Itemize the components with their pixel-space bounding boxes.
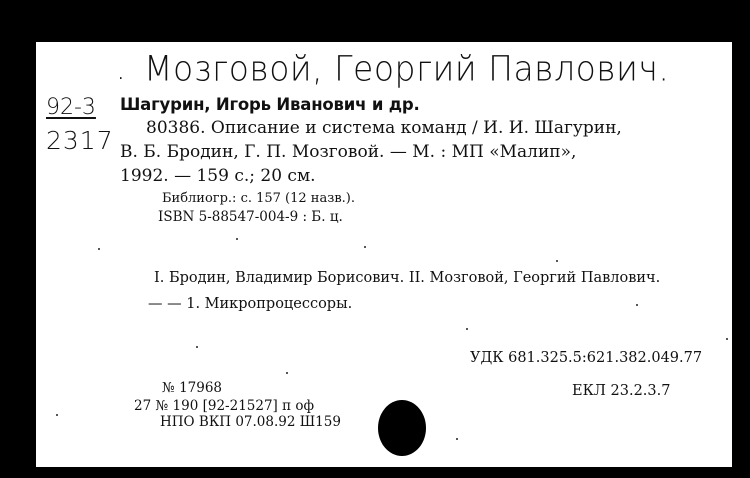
- speck: [556, 260, 558, 262]
- ekl-code: ЕКЛ 23.2.3.7: [572, 383, 671, 399]
- ink-dot: .: [116, 52, 126, 87]
- speck: [726, 338, 728, 340]
- speck: [196, 346, 198, 348]
- punch-hole: [378, 400, 426, 456]
- isbn-line: ISBN 5-88547-004-9 : Б. ц.: [158, 209, 343, 225]
- catalog-card: [36, 42, 732, 467]
- speck: [466, 328, 468, 330]
- speck: [56, 414, 58, 416]
- bibliography-note: Библиогр.: с. 157 (12 назв.).: [162, 191, 355, 206]
- tracing-line-2: — — 1. Микропроцессоры.: [148, 296, 353, 312]
- speck: [636, 304, 638, 306]
- speck: [456, 438, 458, 440]
- printer-line: НПО ВКП 07.08.92 Ш159: [160, 414, 341, 430]
- call-number-bottom: 2317: [46, 126, 114, 155]
- order-line: 27 № 190 [92-21527] п оф: [134, 398, 315, 414]
- udk-code: УДК 681.325.5:621.382.049.77: [470, 350, 703, 366]
- tracing-line-1: I. Бродин, Владимир Борисович. II. Мозговой, Георгий Павлович.: [154, 270, 661, 286]
- accession-number: № 17968: [162, 380, 223, 396]
- speck: [286, 372, 288, 374]
- speck: [236, 238, 238, 240]
- description-line-3: 1992. — 159 с.; 20 см.: [120, 166, 316, 186]
- description-line-2: В. Б. Бродин, Г. П. Мозговой. — М. : МП «Малип»,: [120, 142, 577, 162]
- author-heading: Шагурин, Игорь Иванович и др.: [120, 95, 420, 114]
- call-number-top: 92-3: [46, 95, 96, 120]
- description-line-1: 80386. Описание и система команд / И. И. Шагурин,: [146, 118, 622, 138]
- speck: [98, 248, 100, 250]
- speck: [364, 246, 366, 248]
- handwritten-header: Мозговой, Георгий Павлович.: [144, 48, 670, 89]
